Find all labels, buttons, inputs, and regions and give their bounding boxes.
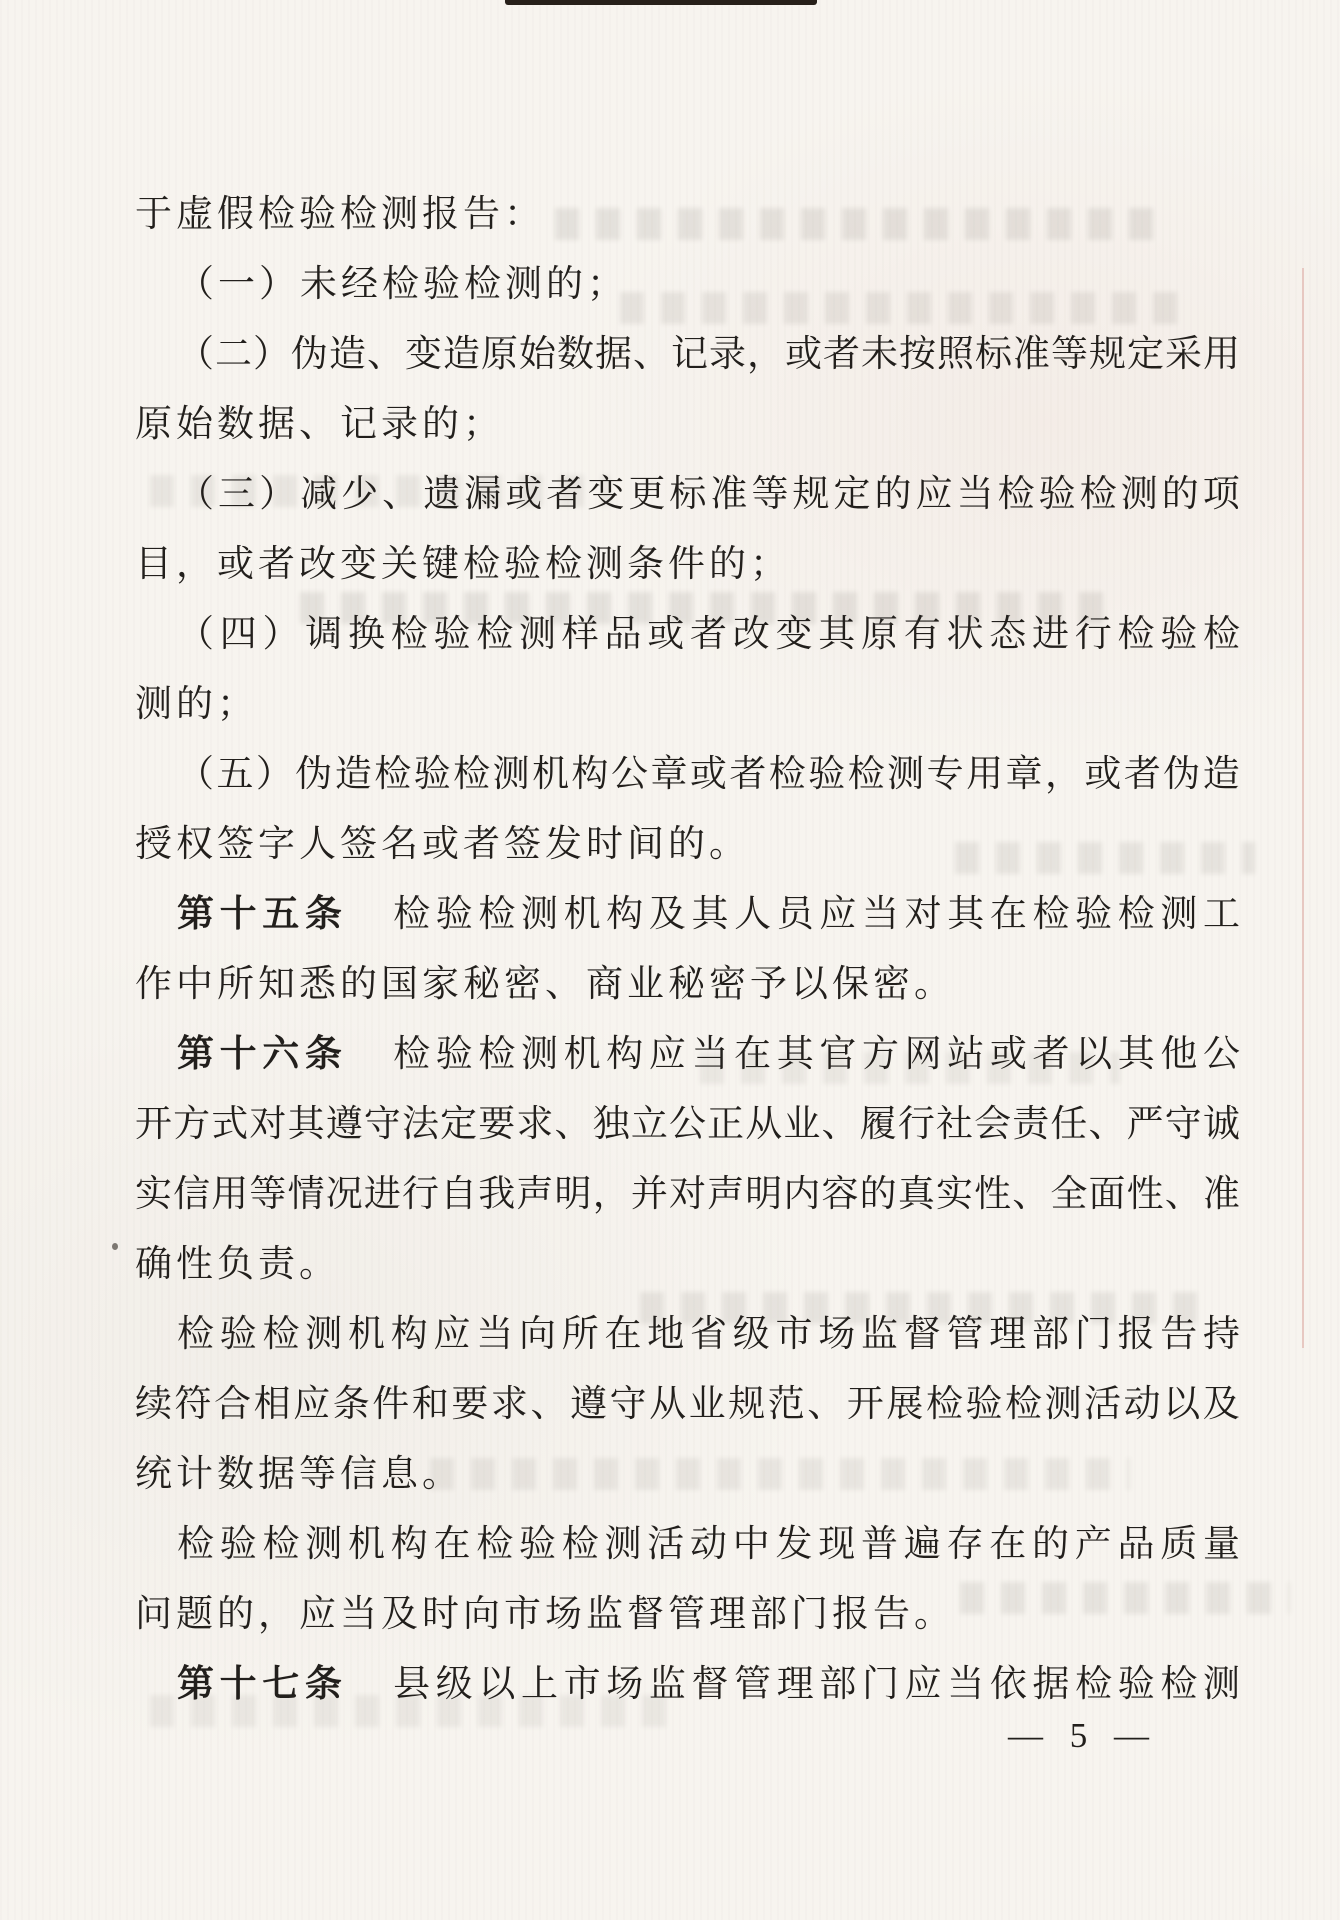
text-line: 检 验 检 测 机 构 在 检 验 检 测 活 动 中 发 现 普 遍 存 在 的 产 品 质 量 xyxy=(177,1524,1240,1565)
text-line: 统 计 数 据 等 信 息 。 xyxy=(135,1454,459,1495)
page-number: — 5 — xyxy=(1008,1716,1158,1755)
text-line: 作 中 所 知 悉 的 国 家 秘 密 、 商 业 秘 密 予 以 保 密 。 xyxy=(135,964,951,1005)
text-line: 测 的 ； xyxy=(135,684,254,725)
text-line: 第 十 五 条 检 验 检 测 机 构 及 其 人 员 应 当 对 其 在 检 验 检 测 工 xyxy=(177,893,1240,935)
text-line: 续 符 合 相 应 条 件 和 要 求 、 遵 守 从 业 规 范 、 开 展 检 验 检 测 活 动 以 及 xyxy=(135,1384,1240,1425)
text-line: 检 验 检 测 机 构 应 当 向 所 在 地 省 级 市 场 监 督 管 理 部 门 报 告 持 xyxy=(177,1314,1240,1355)
text-line: 于 虚 假 检 验 检 测 报 告 ： xyxy=(135,194,541,235)
text-line: 授 权 签 字 人 签 名 或 者 签 发 时 间 的 。 xyxy=(135,824,746,865)
text-line: （ 二 ） 伪 造 、 变 造 原 始 数 据 、 记 录 ， 或 者 未 按 照 标 准 等 规 定 采 用 xyxy=(177,334,1240,375)
text-line: 第 十 六 条 检 验 检 测 机 构 应 当 在 其 官 方 网 站 或 者 以 其 他 公 xyxy=(177,1033,1240,1075)
scan-artifact-right-edge xyxy=(1302,268,1304,1348)
text-line: 第 十 七 条 县 级 以 上 市 场 监 督 管 理 部 门 应 当 依 据 检 验 检 测 xyxy=(177,1663,1240,1705)
scan-artifact-top-edge xyxy=(505,0,817,5)
text-line: 目 ， 或 者 改 变 关 键 检 验 检 测 条 件 的 ； xyxy=(135,544,787,585)
scan-speck xyxy=(112,1243,118,1250)
text-line: （ 三 ） 减 少 、 遗 漏 或 者 变 更 标 准 等 规 定 的 应 当 检 验 检 测 的 项 xyxy=(177,474,1240,515)
document-body xyxy=(135,175,1240,1715)
text-line: 问 题 的 ， 应 当 及 时 向 市 场 监 督 管 理 部 门 报 告 。 xyxy=(135,1594,951,1635)
text-line: （ 一 ） 未 经 检 验 检 测 的 ； xyxy=(177,264,624,305)
text-line: （ 五 ） 伪 造 检 验 检 测 机 构 公 章 或 者 检 验 检 测 专 用 章 ， 或 者 伪 造 xyxy=(177,754,1240,795)
text-line: 确 性 负 责 。 xyxy=(135,1244,336,1285)
text-line: 实 信 用 等 情 况 进 行 自 我 声 明 ， 并 对 声 明 内 容 的 真 实 性 、 全 面 性 、 准 xyxy=(135,1174,1240,1215)
text-line: 开 方 式 对 其 遵 守 法 定 要 求 、 独 立 公 正 从 业 、 履 行 社 会 责 任 、 严 守 诚 xyxy=(135,1104,1240,1145)
text-line: （ 四 ） 调 换 检 验 检 测 样 品 或 者 改 变 其 原 有 状 态 进 行 检 验 检 xyxy=(177,614,1240,655)
text-line: 原 始 数 据 、 记 录 的 ； xyxy=(135,404,500,445)
